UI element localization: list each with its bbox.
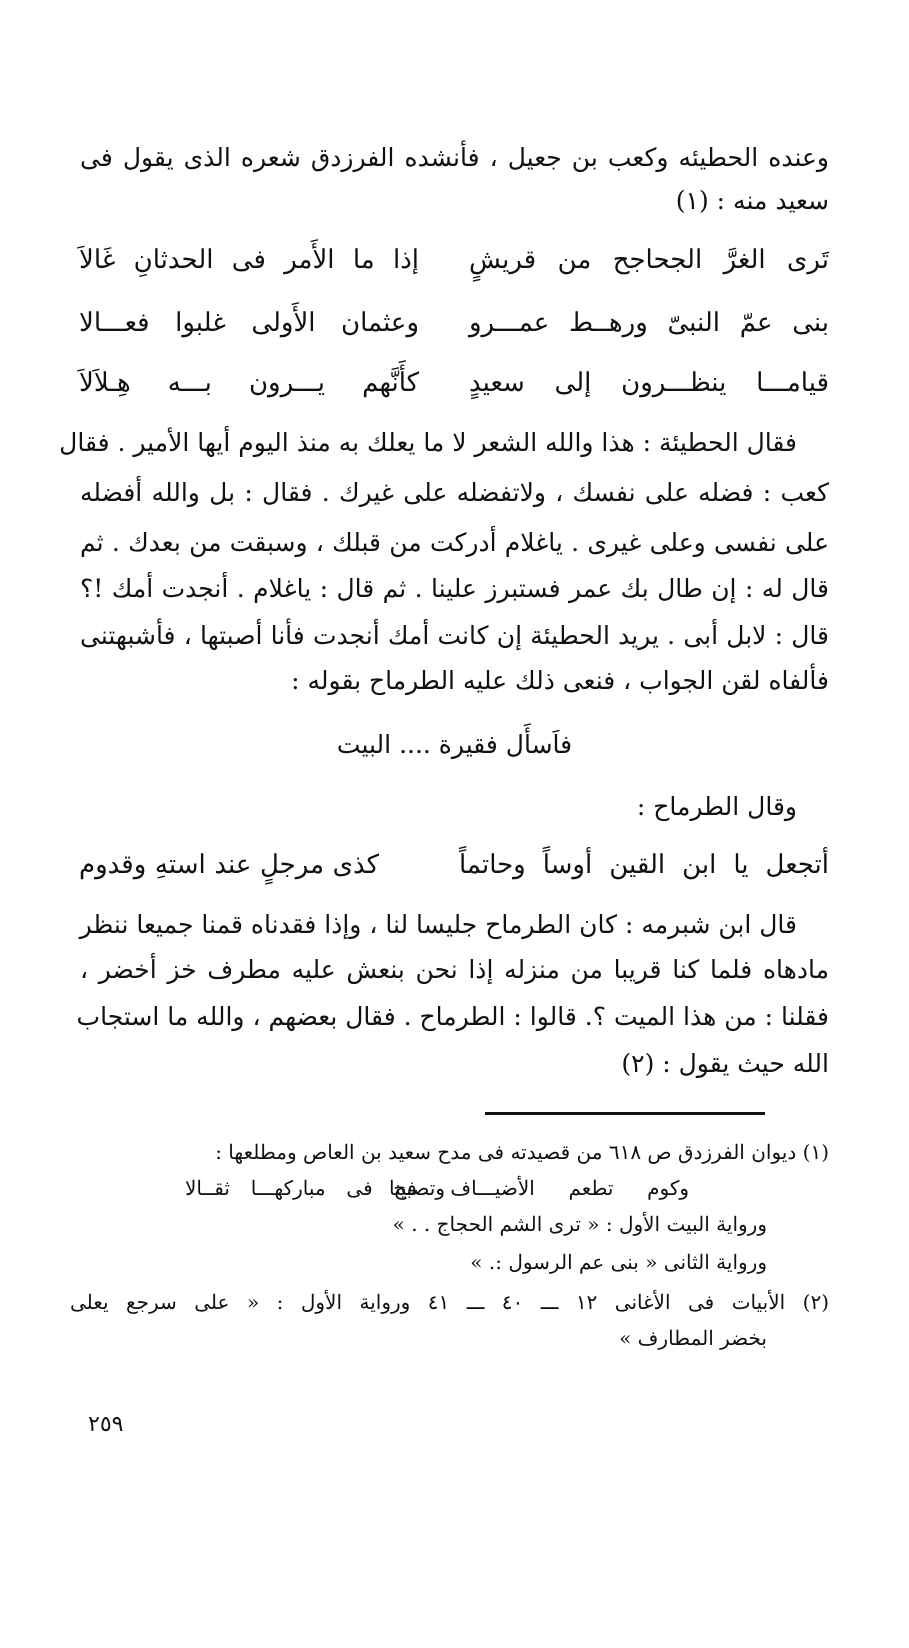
verse-line-1 bbox=[79, 245, 829, 291]
footnote-1-line-4: ورواية الثانى « بنى عم الرسول :. » bbox=[470, 1250, 767, 1274]
para1-line-3: على نفسى وعلى غيرى . ياغلام أدركت من قبلك ، وسبقت من بعدك . ثم bbox=[80, 528, 829, 557]
footnote-1-line-3: ورواية البيت الأول : « ترى الشم الحجاج . . » bbox=[392, 1212, 767, 1236]
footnote-divider bbox=[485, 1112, 765, 1115]
para1-line-6: فألفاه لقن الجواب ، فنعى ذلك عليه الطرماح بقوله : bbox=[291, 666, 829, 695]
intro-line-2: سعيد منه : (١) bbox=[675, 186, 829, 215]
tirimmah-verse bbox=[79, 850, 829, 896]
footnote-1-verse-right: وكوم تطعم الأضيـــاف فينا bbox=[389, 1176, 689, 1200]
footnote-2-line-2: بخضر المطارف » bbox=[619, 1326, 767, 1350]
hemistich-right: قيامـــا ينظـــرون إلى سعيدٍ bbox=[469, 368, 829, 398]
quoted-verse: فاَسأَل فقيرة .... البيت bbox=[336, 730, 573, 759]
page-number: ٢٥٩ bbox=[88, 1412, 124, 1437]
para1-line-5: قال : لابل أبى . يريد الحطيئة إن كانت أمك أنجدت فأنا أصبتها ، فأشبهتنى bbox=[80, 621, 829, 650]
verse-line-3 bbox=[79, 368, 829, 414]
hemistich-right: تَرى الغرَّ الجحاجح من قريشٍ bbox=[469, 245, 829, 275]
hemistich-right: أتجعل يا ابن القين أوساً وحاتماً bbox=[459, 850, 829, 880]
para2-line-2: مادهاه فلما كنا قريبا من منزله إذا نحن بنعش عليه مطرف خز أخضر ، bbox=[80, 955, 829, 984]
footnote-1-verse bbox=[70, 1176, 829, 1206]
hemistich-left: كأَنَّهم يـــرون بـــه هِـلاَلاَ bbox=[79, 368, 419, 398]
verse-line-2 bbox=[79, 308, 829, 354]
hemistich-right: بنى عمّ النبىّ ورهــط عمـــرو bbox=[469, 308, 829, 338]
para1-line-1: فقال الحطيئة : هذا والله الشعر لا ما يعلك به منذ اليوم أيها الأمير . فقال bbox=[59, 428, 797, 457]
para1-line-4: قال له : إن طال بك عمر فستبرز علينا . ثم قال : ياغلام . أنجدت أمك !؟ bbox=[80, 574, 829, 603]
footnote-1-line-1: (١) ديوان الفرزدق ص ٦١٨ من قصيدته فى مدح سعيد بن العاص ومطلعها : bbox=[215, 1140, 829, 1164]
para1-line-2: كعب : فضله على نفسك ، ولاتفضله على غيرك . فقال : بل والله أفضله bbox=[80, 478, 829, 507]
para2-line-3: فقلنا : من هذا الميت ؟. قالوا : الطرماح . فقال بعضهم ، والله ما استجاب bbox=[76, 1002, 829, 1031]
intro-line-1: وعنده الحطيئه وكعب بن جعيل ، فأنشده الفرزدق شعره الذى يقول فى bbox=[80, 143, 829, 172]
hemistich-left: إذا ما الأَمر فى الحدثانِ غَالاَ bbox=[79, 245, 419, 275]
para2-line-1: قال ابن شبرمه : كان الطرماح جليسا لنا ، وإذا فقدناه قمنا جميعا ننظر bbox=[79, 910, 797, 939]
para2-line-4: الله حيث يقول : (٢) bbox=[621, 1049, 829, 1078]
hemistich-left: كذى مرجلٍ عند استهِ وقدوم bbox=[79, 850, 379, 880]
hemistich-left: وعثمان الأَولى غلبوا فعـــالا bbox=[79, 308, 419, 338]
tirimmah-said: وقال الطرماح : bbox=[636, 792, 797, 821]
footnote-1-verse-left: وتصبح فى مباركهـــا ثقــالا bbox=[185, 1176, 445, 1200]
footnote-2-line-1: (٢) الأبيات فى الأغانى ١٢ ـــ ٤٠ ـــ ٤١ ورواية الأول : « على سرجع يعلى bbox=[70, 1290, 830, 1314]
